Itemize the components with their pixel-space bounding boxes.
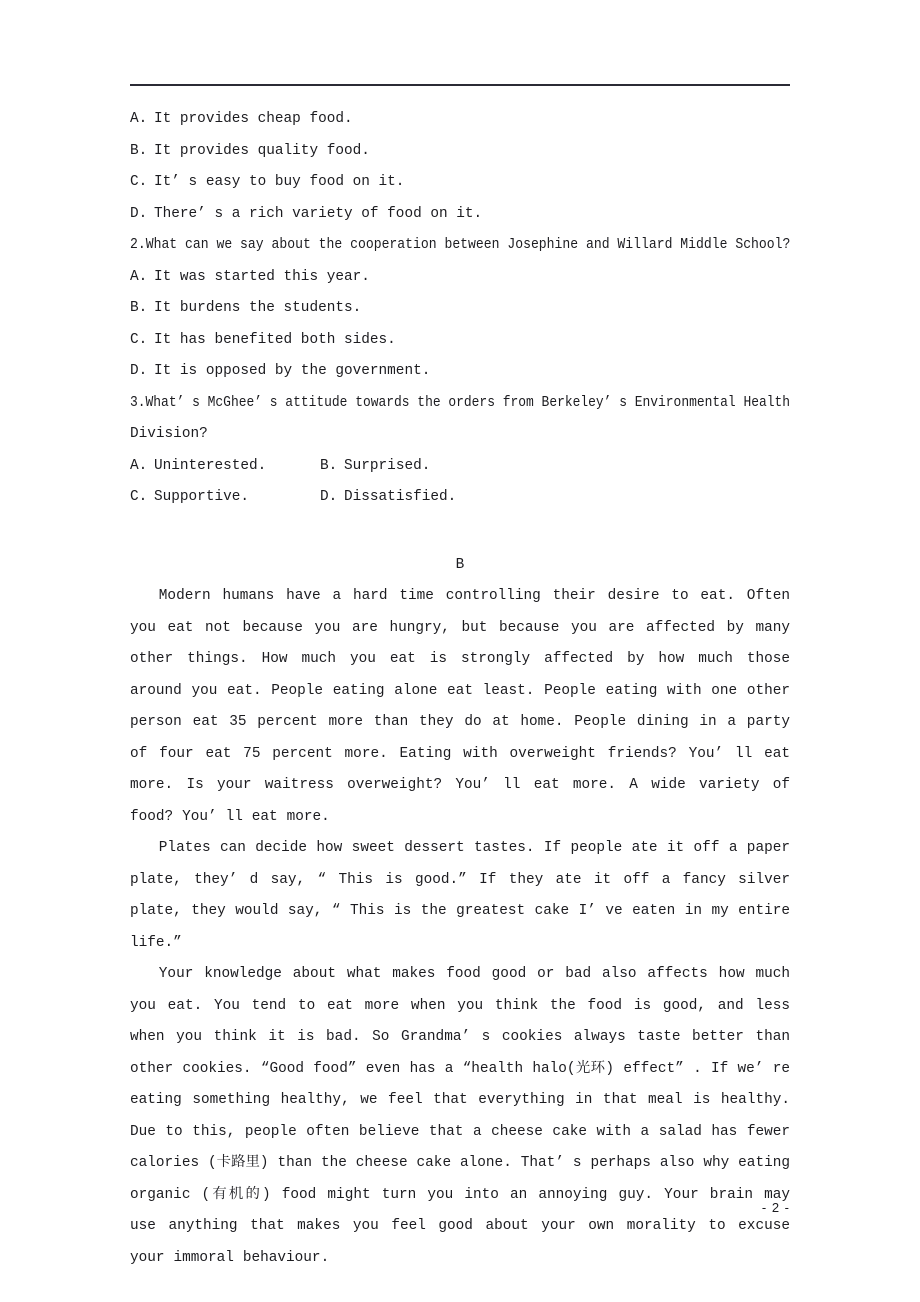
page-content: [130, 104, 790, 1274]
option-letter: A.: [130, 268, 148, 285]
option-text: Surprised.: [344, 457, 431, 474]
option-letter: A.: [130, 111, 148, 127]
option-row-2a: [130, 262, 790, 294]
option-letter: B.: [130, 142, 148, 159]
option-row-1c: [130, 167, 790, 199]
option-row-2b: [130, 293, 790, 325]
option-row-3cd: [130, 482, 790, 514]
option-letter: B.: [320, 457, 338, 474]
passage-spacer: [130, 514, 790, 550]
option-3c: [130, 482, 320, 514]
option-letter: D.: [320, 489, 338, 505]
option-text: There’ s a rich variety of food on it.: [154, 205, 483, 222]
option-row-2c: [130, 325, 790, 357]
passage-paragraph-2: Plates can decide how sweet dessert tastes. If people ate it off a paper plate, they’ d say, “ This is good.” If they ate it off a fancy silver plate, they would say, “ This is the greatest cake I’ ve eaten in my entire life.”: [130, 840, 790, 951]
option-text: It has benefited both sides.: [154, 331, 396, 348]
page-number-footer: - 2 -: [761, 1200, 790, 1215]
option-text: It provides cheap food.: [154, 111, 353, 127]
passage-paragraph-3: Your knowledge about what makes food good or bad also affects how much you eat. You tend to eat more when you think the food is good, and less when you think it is bad. So Grandma’ s cookies always taste better than other cookies. “Good food” even has a “health halo(光环) effect” . If we’ re eating something healthy, we feel that everything in that meal is healthy. Due to this, people often believe that a cheese cake with a salad has fewer calories (卡路里) than the cheese cake alone. That’ s perhaps also why eating organic (有机的) food might turn you into an annoying guy. Your brain may use anything that makes you feel good about your own morality to excuse your immoral behaviour.: [130, 966, 790, 1266]
option-letter: D.: [130, 363, 148, 379]
header-divider-rule: [130, 84, 790, 86]
question-2-stem: 2.What can we say about the cooperation between Josephine and Willard Middle School?: [130, 237, 791, 253]
option-3d: [320, 482, 456, 514]
option-row-2d: [130, 356, 790, 388]
option-text: Uninterested.: [154, 457, 267, 474]
question-3-stem-line-1: 3.What’ s McGhee’ s attitude towards the orders from Berkeley’ s Environmental Health: [130, 394, 791, 411]
option-letter: B.: [130, 300, 148, 316]
option-letter: D.: [130, 205, 148, 222]
option-row-1d: [130, 199, 790, 231]
option-letter: C.: [130, 174, 148, 190]
option-letter: C.: [130, 489, 148, 505]
option-text: Dissatisfied.: [344, 489, 457, 505]
option-letter: C.: [130, 331, 148, 348]
option-text: It provides quality food.: [154, 142, 370, 159]
option-row-3ab: [130, 451, 790, 483]
option-letter: A.: [130, 457, 148, 474]
passage-section-title: B: [455, 556, 465, 573]
option-row-1a: [130, 104, 790, 136]
passage-paragraph-1: Modern humans have a hard time controlling their desire to eat. Often you eat not because you are hungry, but because you are affected by many other things. How much you eat is strongly affected by how much those around you eat. People eating alone eat least. People eating with one other person eat 35 percent more than they do at home. People dining in a party of four eat 75 percent more. Eating with overweight friends? You’ ll eat more. Is your waitress overweight? You’ ll eat more. A wide variety of food? You’ ll eat more.: [130, 588, 790, 825]
option-text: Supportive.: [154, 489, 249, 505]
option-text: It’ s easy to buy food on it.: [154, 174, 405, 190]
option-text: It burdens the students.: [154, 300, 362, 316]
option-3b: [320, 451, 430, 483]
option-3a: [130, 451, 320, 483]
option-row-1b: [130, 136, 790, 168]
option-text: It is opposed by the government.: [154, 363, 431, 379]
question-3-stem-line-2: Division?: [130, 426, 208, 442]
option-text: It was started this year.: [154, 268, 370, 285]
